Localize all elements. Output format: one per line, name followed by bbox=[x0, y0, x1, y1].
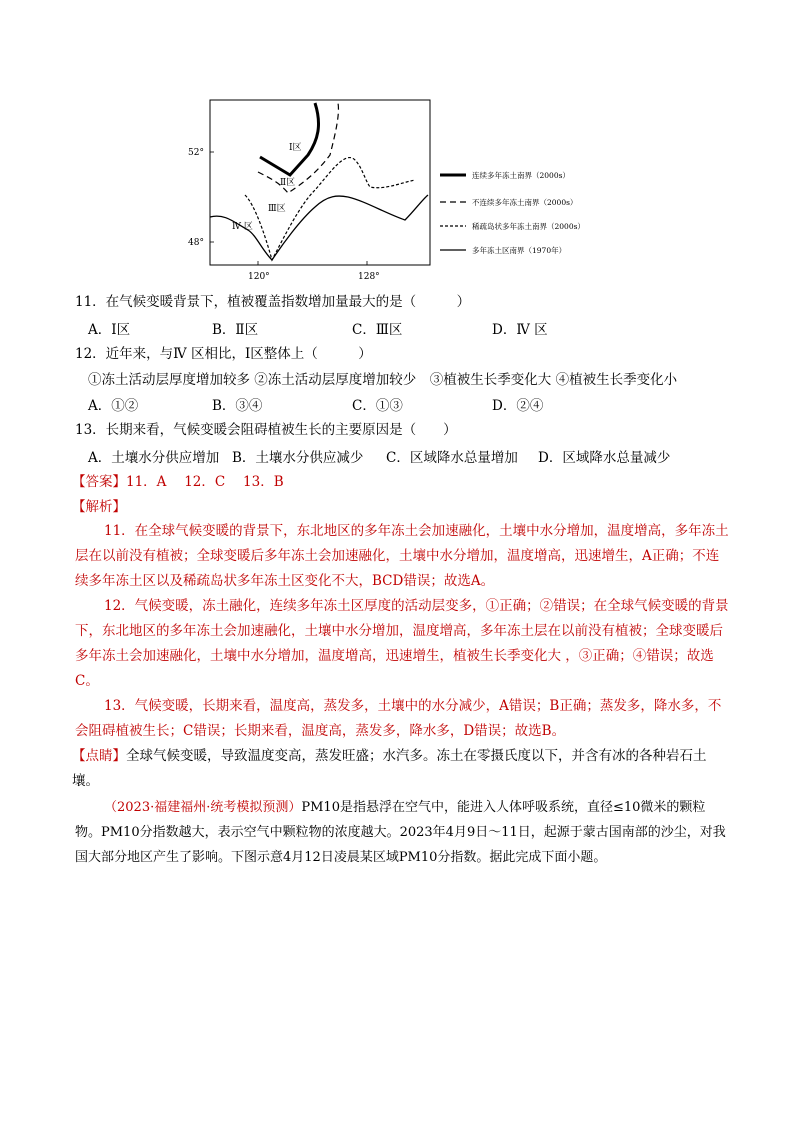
q13-option-b: B．土壤水分供应减少 bbox=[232, 450, 364, 466]
analysis-12: 12．气候变暖，冻土融化，连续多年冻土区厚度的活动层变多，①正确；②错误；在全球气候变暖的背景下，东北地区的多年冻土会加速融化，土壤中水分增加，温度增高，多年冻土层在以前没有植被；全球变暖后多年冻土会加速融化，土壤中水分增加，温度增高，迅速增生，植被生长季变化大 ，③正确；④错误；故选C。 bbox=[75, 598, 729, 689]
q11-option-a: A．Ⅰ区 bbox=[88, 322, 131, 338]
next-source: （2023·福建福州·统考模拟预测） bbox=[104, 800, 302, 815]
lon-label-128: 128° bbox=[358, 272, 380, 282]
note-text: 全球气候变暖，导致温度变高，蒸发旺盛；水汽多。冻土在零摄氏度以下，并含有冰的各种岩石土壤。 bbox=[72, 748, 707, 789]
boundary-continuous bbox=[260, 103, 319, 175]
next-intro bbox=[75, 795, 730, 870]
legend-sparse: 稀疏岛状多年冻土南界（2000s） bbox=[472, 222, 585, 231]
zone-label-3: Ⅲ区 bbox=[268, 204, 286, 214]
q12-choices: ①冻土活动层厚度增加较多 ②冻土活动层厚度增加较少 ③植被生长季变化大 ④植被生长季变化小 bbox=[88, 372, 678, 388]
q12-option-d: D．②④ bbox=[492, 398, 544, 414]
q11-option-d: D．Ⅳ 区 bbox=[492, 322, 548, 338]
zone-label-1: Ⅰ区 bbox=[289, 143, 302, 153]
q11-option-b: B．Ⅱ区 bbox=[212, 322, 259, 338]
note-label: 【点睛】 bbox=[72, 748, 126, 764]
analysis-label: 【解析】 bbox=[72, 499, 126, 515]
q11-stem: 11．在气候变暖背景下，植被覆盖指数增加量最大的是（ ） bbox=[75, 294, 471, 310]
lat-label-48: 48° bbox=[188, 238, 204, 248]
analysis-11: 11．在全球气候变暖的背景下，东北地区的多年冻土会加速融化，土壤中水分增加，温度增高，多年冻土层在以前没有植被；全球变暖后多年冻土会加速融化，土壤中水分增加，温度增高，迅速增生，A正确；不连续多年冻土区以及稀疏岛状多年冻土区变化不大，BCD错误；故选A。 bbox=[75, 523, 729, 589]
legend-continuous: 连续多年冻土南界（2000s） bbox=[472, 171, 570, 180]
q12-option-b: B．③④ bbox=[212, 398, 263, 414]
next-text: PM10是指悬浮在空气中，能进入人体呼吸系统，直径≤10微米的颗粒物。PM10分指数越大，表示空气中颗粒物的浓度越大。2023年4月9日～11日，起源于蒙古国南部的沙尘，对我国大部分地区产生了影响。下图示意4月12日凌晨某区域PM10分指数。据此完成下面小题。 bbox=[75, 800, 726, 865]
note bbox=[72, 744, 730, 794]
q13-option-a: A．土壤水分供应增加 bbox=[88, 450, 220, 466]
lat-label-52: 52° bbox=[188, 148, 204, 158]
map-frame bbox=[210, 100, 430, 265]
legend-discontinuous: 不连续多年冻土南界（2000s） bbox=[472, 198, 578, 207]
lon-label-120: 120° bbox=[248, 272, 270, 282]
q12-option-c: C．①③ bbox=[352, 398, 403, 414]
answer-text: 11．A 12．C 13．B bbox=[126, 474, 284, 490]
answer-label: 【答案】 bbox=[72, 474, 126, 490]
q11-option-c: C．Ⅲ区 bbox=[352, 322, 403, 338]
q12-option-a: A．①② bbox=[88, 398, 139, 414]
permafrost-map bbox=[188, 95, 590, 282]
zone-label-4: Ⅳ 区 bbox=[232, 222, 253, 232]
q13-option-d: D．区域降水总量减少 bbox=[538, 450, 671, 466]
zone-label-2: Ⅱ区 bbox=[280, 178, 296, 188]
q13-option-c: C．区域降水总量增加 bbox=[386, 450, 518, 466]
analysis-13: 13．气候变暖，长期来看，温度高，蒸发多，土壤中的水分减少，A错误；B正确；蒸发多，降水多，不会阻碍植被生长；C错误；长期来看，温度高，蒸发多，降水多，D错误；故选B。 bbox=[75, 698, 722, 739]
q13-stem: 13．长期来看，气候变暖会阻碍植被生长的主要原因是（ ） bbox=[75, 422, 457, 438]
q12-stem: 12．近年来，与Ⅳ 区相比，Ⅰ区整体上（ ） bbox=[75, 346, 372, 362]
answer-line bbox=[72, 472, 284, 492]
legend-1970: 多年冻土区南界（1970年） bbox=[472, 246, 567, 255]
